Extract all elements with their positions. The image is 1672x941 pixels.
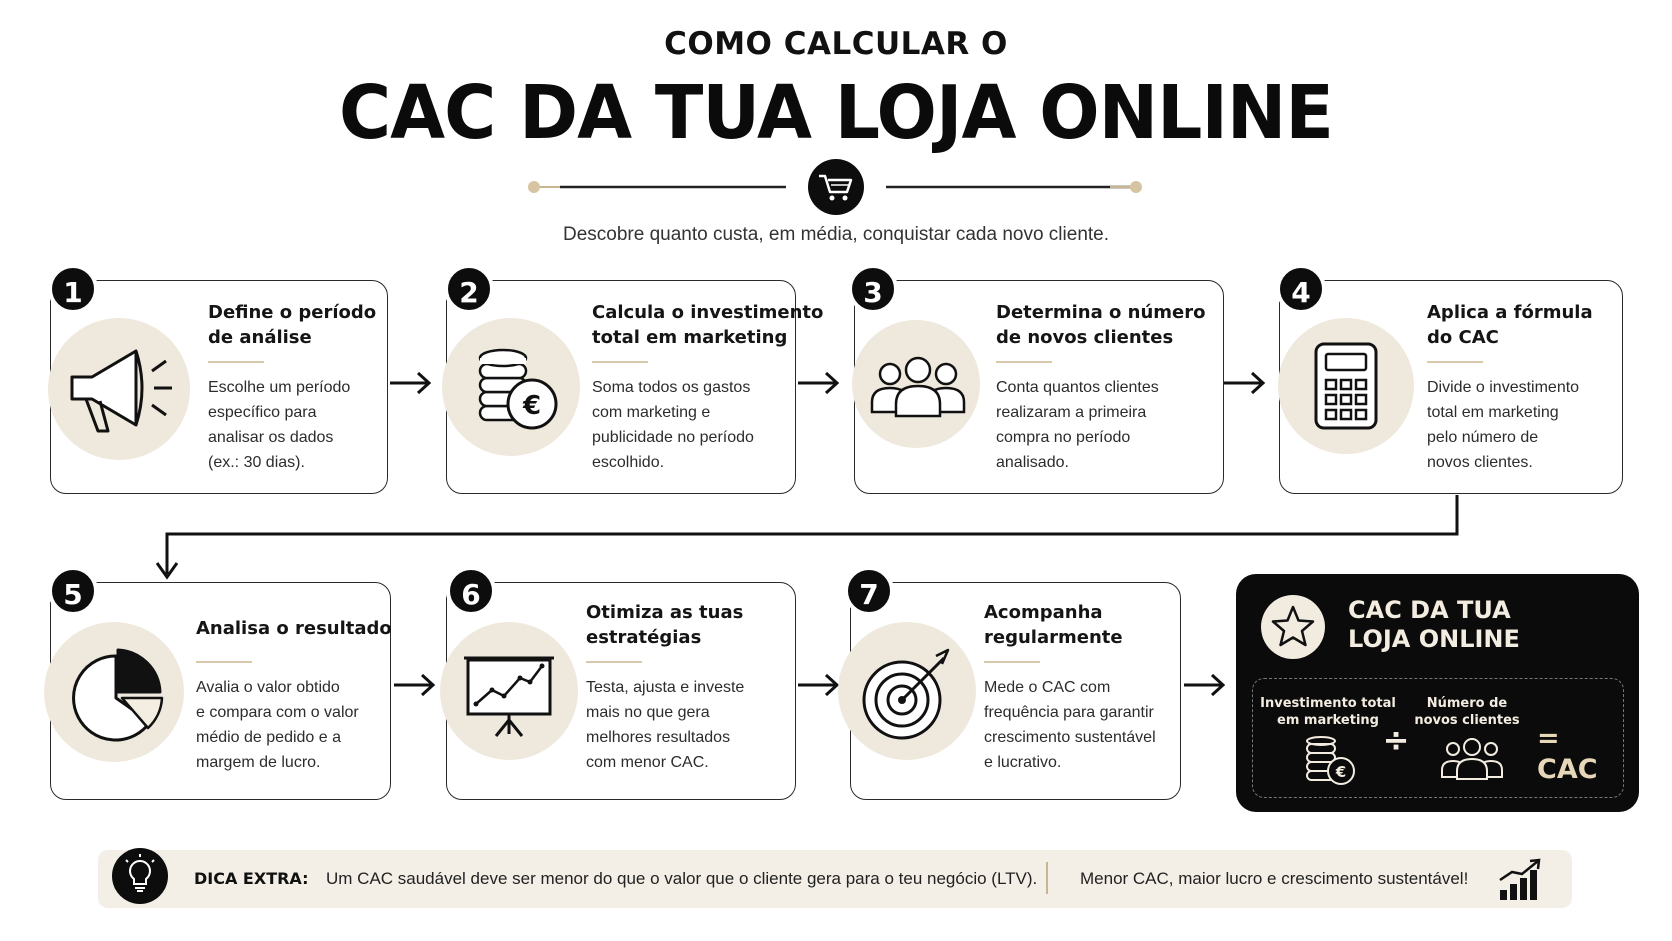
step-title-5: Analisa o resultado [196,618,392,639]
step-title-4: Aplica a fórmula do CAC [1427,302,1593,348]
step-underline-2 [592,361,648,363]
header-kicker: COMO CALCULAR O [664,26,1008,62]
summary-title: CAC DA TUA LOJA ONLINE [1348,596,1520,653]
arrow-right-icon [392,672,438,698]
step-desc-1: Escolhe um período específico para analisar os dados (ex.: 30 dias). [208,379,351,471]
step-desc-2: Soma todos os gastos com marketing e publicidade no período escolhido. [592,379,754,471]
cart-icon [808,159,864,215]
pie-chart-icon [64,640,168,744]
step-title-2: Calcula o investimento total em marketing [592,302,824,348]
formula-denominator: Número de novos clientes [1414,696,1520,728]
lightbulb-icon [110,846,170,906]
step-title-1: Define o período de análise [208,302,377,348]
tip-banner [98,850,1572,908]
formula-numerator: Investimento total em marketing [1260,696,1396,728]
step-desc-3: Conta quantos clientes realizaram a primeira compra no período analisado. [996,379,1159,471]
people-icon [1439,737,1505,781]
step-number-5: 5 [48,566,98,616]
svg-text:€: € [1335,763,1347,781]
people-icon [868,352,968,422]
step-underline-4 [1427,361,1483,363]
formula-box [1252,678,1624,798]
step-underline-6 [586,661,642,663]
step-desc-4: Divide o investimento total em marketing pelo número de novos clientes. [1427,379,1580,471]
formula-operator: ÷ [1382,721,1410,759]
megaphone-icon [62,345,182,435]
arrow-right-icon [796,672,842,698]
calculator-icon [1310,340,1382,432]
step-number-2: 2 [444,264,494,314]
arrow-right-icon [796,370,842,396]
step-underline-3 [996,361,1052,363]
tip-divider [1046,862,1048,894]
step-number-6: 6 [446,566,496,616]
step-number-4: 4 [1276,264,1326,314]
step-desc-5: Avalia o valor obtido e compara com o valor médio de pedido e a margem de lucro. [196,679,359,771]
page-subtitle: Descobre quanto custa, em média, conquistar cada novo cliente. [562,224,1110,245]
tip-text: Um CAC saudável deve ser menor do que o valor que o cliente gera para o teu negócio (LTV). [326,869,1038,888]
formula-result: = CAC [1537,723,1598,785]
step-underline-5 [196,661,252,663]
coins-euro-icon [1303,733,1357,787]
step-title-7: Acompanha regularmente [984,602,1123,648]
summary-card [1236,574,1639,812]
arrow-right-icon [1222,370,1268,396]
star-icon [1260,594,1326,660]
page-title: CAC DA TUA LOJA ONLINE [338,70,1334,156]
step-underline-1 [208,361,264,363]
growth-board-icon [462,650,556,740]
step-number-3: 3 [848,264,898,314]
svg-text:€: € [522,391,542,421]
arrow-right-icon [1182,672,1228,698]
tip-slogan: Menor CAC, maior lucro e crescimento sustentável! [1080,869,1469,888]
growth-bars-icon [1496,858,1544,902]
step-number-1: 1 [48,264,98,314]
arrow-right-icon [388,370,434,396]
step-underline-7 [984,661,1040,663]
coins-euro-icon [470,344,562,436]
target-icon [856,646,956,746]
step-title-3: Determina o número de novos clientes [996,302,1206,348]
step-number-7: 7 [844,566,894,616]
tip-label: DICA EXTRA: [194,869,309,888]
step-desc-7: Mede o CAC com frequência para garantir crescimento sustentável e lucrativo. [984,679,1156,771]
step-title-6: Otimiza as tuas estratégias [586,602,744,648]
step-desc-6: Testa, ajusta e investe mais no que gera melhores resultados com menor CAC. [586,679,745,771]
